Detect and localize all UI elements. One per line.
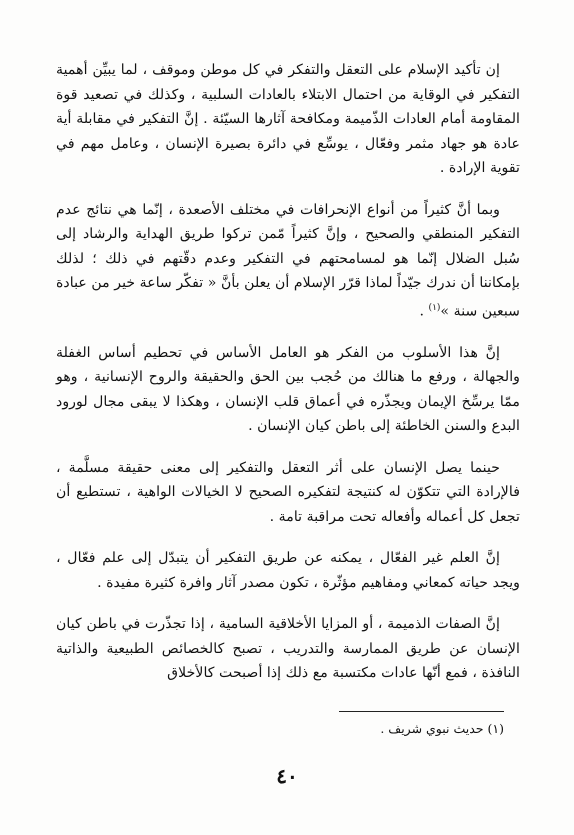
paragraph-5: إنَّ العلم غير الفعّال ، يمكنه عن طريق التفكير أن يتبدّل إلى علم فعّال ، ويجد حياته كمعاني ومفاهيم مؤثّرة ، تكون مصدر آثار وافرة كثيرة مفيدة .	[56, 550, 520, 591]
paragraph-2-text: وبما أنَّ كثيراً من أنواع الإنحرافات في مختلف الأصعدة ، إنّما هي نتائج عدم التفكير المنطقي والصحيح ، وإنَّ كثيراً مّمن تركوا طريق الهداية والرشاد إلى سُبل الضلال إنّما هو لمسامحتهم في التفكير وعدم دقّتهم في ذلك ؛ لذلك بإمكاننا أن ندرك جيّداً لماذا قرّر الإسلام أن يعلن بأنَّ « تفكّر ساعة خير من عبادة سبعين سنة »	[56, 201, 520, 320]
paragraph-4: حينما يصل الإنسان على أثر التعقل والتفكير إلى معنى حقيقة مسلَّمة ، فالإرادة التي تتكوّن له كنتيجة لتفكيره الصحيح لا الخيالات الواهية ، تستطيع أن تجعل كل أعماله وأفعاله تحت مراقبة تامة .	[56, 459, 520, 525]
paragraph-2	[56, 198, 520, 324]
footnote-reference: (١)	[428, 302, 441, 313]
page-number: ٤٠	[276, 764, 298, 788]
footnote-divider	[339, 711, 504, 712]
body-text	[56, 58, 520, 703]
paragraph-2-tail: .	[419, 303, 429, 320]
paragraph-6: إنَّ الصفات الذميمة ، أو المزايا الأخلاقية السامية ، إذا تجذّرت في باطن كيان الإنسان عن طريق الممارسة والتدريب ، تصبح كالخصائص الطبيعية والذاتية النافذة ، فمع أنّها عادات مكتسبة مع ذلك إذا أصبحت كالأخلاق	[56, 616, 520, 682]
paragraph-1: إن تأكيد الإسلام على التعقل والتفكر في كل موطن وموقف ، لما يبيِّن أهمية التفكير في الوقاية من احتمال الابتلاء بالعادات السلبية ، وكذلك في تصعيد قوة المقاومة أمام العادات الذّميمة ومكافحة آثارها السيّئة . إنَّ التفكير في مقابلة أية عادة هو جهاد مثمر وفعّال ، يوسِّع في دائرة بصيرة الإنسان ، وعامل مهم في تقوية الإرادة .	[56, 62, 520, 176]
footnote: (١) حديث نبوي شريف .	[380, 721, 504, 736]
paragraph-3: إنَّ هذا الأسلوب من الفكر هو العامل الأساس في تحطيم أساس الغفلة والجهالة ، ورفع ما هنالك من حُجب بين الحق والحقيقة والروح الإنسانية ، وهو ممّا يرسِّخ الإيمان ويجذّره في أعماق قلب الإنسان ، وهكذا لا يبقى مجال لورود البدع والسنن الخاطئة إلى باطن كيان الإنسان .	[56, 344, 520, 435]
